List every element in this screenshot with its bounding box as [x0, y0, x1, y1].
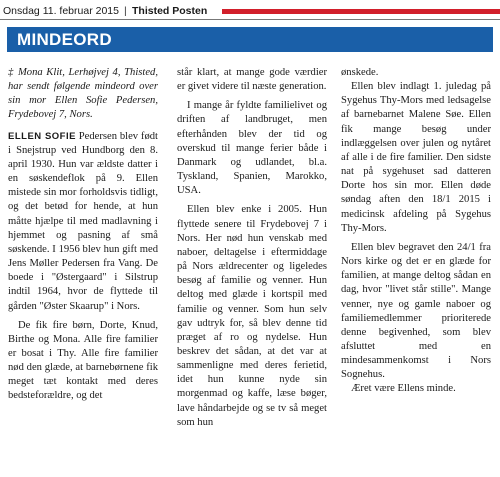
article-paragraph	[8, 130, 158, 314]
article-paragraph: står klart, at mange gode værdier er givet videre til næste generation.	[177, 67, 327, 93]
article-paragraph: Ellen blev enke i 2005. Hun flyttede senere til Frydebovej 7 i Nors. Her nød hun venskab med naboer, deltagelse i eftermiddage på Nors ældrecenter og ligeledes besøg af familie og venner. Hun deltog med glæde i kortspil med familie og venner. Som hun selv gav udtryk for, så blev denne tid præget af ro og nydelse. Hun beskrev det sådan, at det var at sammenligne med deres ferietid, idet hun kunne nyde sin morgenmad og kaffe, læse bøger, lave håndarbejde og se tv så meget som hun	[177, 204, 327, 428]
page-header	[0, 4, 500, 18]
header-date: Onsdag 11. februar 2015	[3, 5, 119, 17]
article-column-2	[177, 66, 327, 430]
article-paragraph: I mange år fyldte familielivet og driften af landbruget, men efterhånden blev der tid og overskud til mange ferier både i Danmark og udlandet, bl.a. Tyskland, Spanien, Marokko, USA.	[177, 100, 327, 197]
article-column-1	[8, 66, 158, 404]
section-banner: MINDEORD	[7, 27, 493, 52]
lead-name: ELLEN SOFIE	[8, 130, 76, 142]
article-closing: Æret være Ellens minde.	[351, 383, 456, 395]
paragraph-text: Pedersen blev født i Snejstrup ved Hundborg den 8. april 1930. Hun var ældste datter i en søskendeflok på 9. Ellen mistede sin mor forholdsvis tidligt, og det betød for hende, at hun måtte hjælpe til med madlavning i hjemmet og pasning af små søskende. I 1956 blev hun gift med Jens Møller Pedersen fra Vang. De boede i "Østergaard" i Silstrup indtil 1964, hvor de flyttede til gården "Øster Skaarup" i Nors.	[8, 130, 158, 312]
accent-bar	[222, 9, 500, 14]
article-paragraph: Ellen blev indlagt 1. juledag på Sygehus Thy-Mors med ledsagelse af barnebarnet Malene Søe. Ellen fik mange besøg under indlæggelsen over julen og nytåret af alle i de fire familier. Den sidste nat på sygehuset sad datteren Dorte hos sin mor. Ellen døde søndag aften den 18/1 2015 i medicinsk afdeling på Sygehus Thy-Mors.	[341, 81, 491, 234]
article-paragraph: ønskede.	[341, 67, 379, 78]
article-intro: ‡ Mona Klit, Lerhøjvej 4, Thisted, har sendt følgende mindeord over sin mor Ellen Sofie Pedersen, Frydebovej 7, Nors.	[8, 67, 158, 121]
header-separator: |	[124, 5, 127, 17]
header-rule	[0, 19, 500, 20]
article-paragraph: Ellen blev begravet den 24/1 fra Nors kirke og det er en glæde for familien, at mange deltog sådan en dag, hvor "livet står stille". Mange venner, nye og gamle naboer og familiemedlemmer prioriterede denne begivenhed, som blev afsluttet med en mindesammenkomst i Nors Sognehus.	[341, 241, 491, 381]
article-paragraph: De fik fire børn, Dorte, Knud, Birthe og Mona. Alle fire familier er bosat i Thy. Alle fire familier nød den glæde, at barnebørnene fik meget tæt kontakt med deres bedsteforældre, og det	[8, 319, 158, 402]
newspaper-name: Thisted Posten	[132, 5, 208, 17]
article-column-3	[341, 66, 491, 397]
